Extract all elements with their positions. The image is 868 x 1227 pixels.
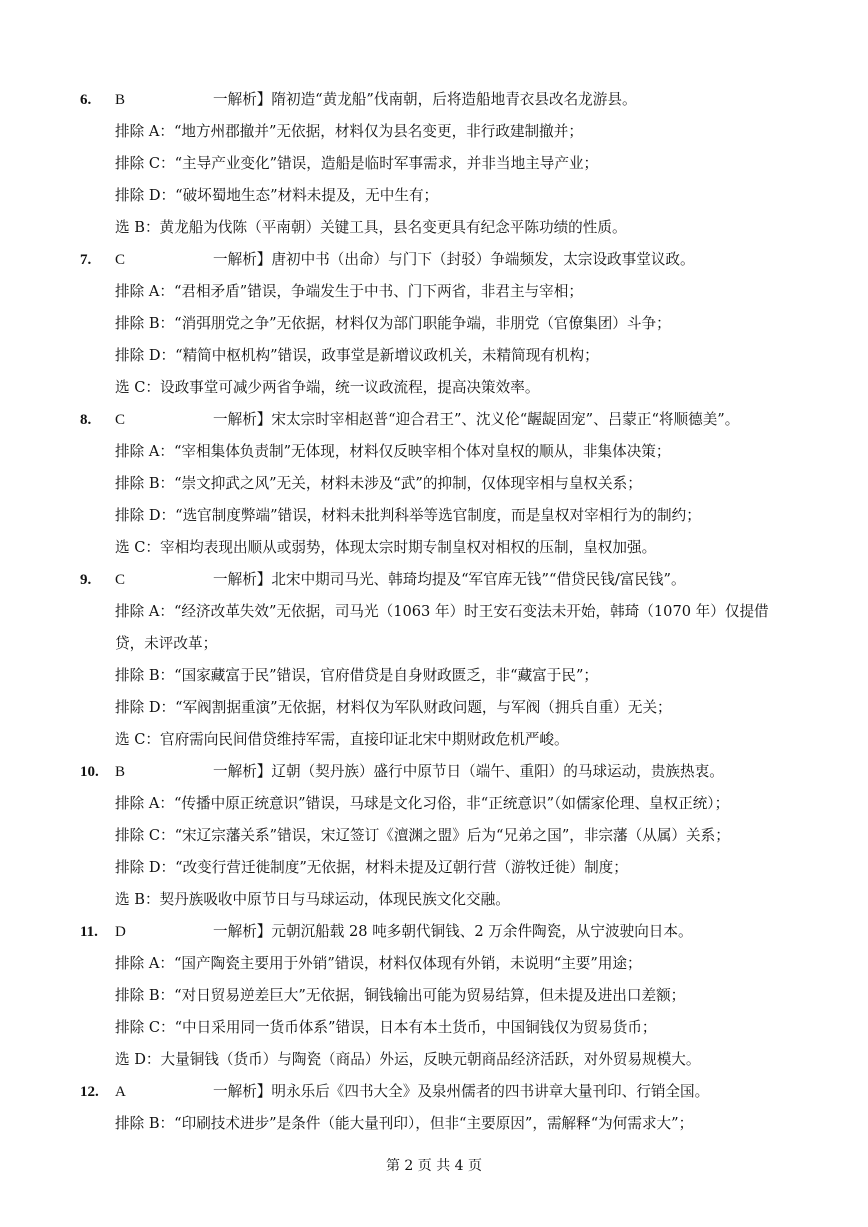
analysis-line: 选 C：宰相均表现出顺从或弱势，体现太宗时期专制皇权对相权的压制，皇权加强。 — [115, 539, 657, 556]
analysis-line: 排除 B：“国家藏富于民”错误，官府借贷是自身财政匮乏，非“藏富于民”； — [115, 667, 599, 684]
analysis-line: 排除 C：“主导产业变化”错误，造船是临时军事需求，并非当地主导产业； — [115, 155, 599, 172]
analysis-summary: 一解析】宋太宗时宰相赵普“迎合君王”、沈义伦“龌龊固宠”、吕蒙正“将顺德美”。 — [213, 411, 740, 428]
analysis-line: 排除 A：“君相矛盾”错误，争端发生于中书、门下两省，非君主与宰相； — [115, 283, 583, 300]
answer-choice: A — [115, 1084, 126, 1100]
question-block — [0, 244, 868, 404]
answer-choice: D — [115, 924, 126, 940]
analysis-line: 排除 D：“军阀割据重演”无依据，材料仅为军队财政问题，与军阀（拥兵自重）无关； — [115, 699, 672, 716]
analysis-line: 排除 B：“消弭朋党之争”无依据，材料仅为部门职能争端，非朋党（官僚集团）斗争； — [115, 315, 671, 332]
analysis-line: 选 C：设政事堂可减少两省争端，统一议政流程，提高决策效率。 — [115, 379, 540, 396]
question-block — [0, 84, 868, 244]
analysis-line: 选 C：官府需向民间借贷维持军需，直接印证北宋中期财政危机严峻。 — [115, 731, 569, 748]
analysis-summary: 一解析】元朝沉船载 28 吨多朝代铜钱、2 万余件陶瓷，从宁波驶向日本。 — [213, 923, 693, 940]
analysis-summary: 一解析】北宋中期司马光、韩琦均提及“军官库无钱”“借贷民钱/富民钱”。 — [213, 571, 686, 588]
question-header — [0, 84, 868, 116]
question-header — [0, 564, 868, 596]
analysis-line: 选 D：大量铜钱（货币）与陶瓷（商品）外运，反映元朝商品经济活跃，对外贸易规模大。 — [115, 1051, 701, 1068]
answer-analysis-list — [0, 84, 868, 1140]
question-number: 11. — [80, 924, 98, 940]
analysis-line: 选 B：契丹族吸收中原节日与马球运动，体现民族文化交融。 — [115, 891, 510, 908]
analysis-line: 排除 A：“国产陶瓷主要用于外销”错误，材料仅体现有外销，未说明“主要”用途； — [115, 955, 642, 972]
analysis-summary: 一解析】唐初中书（出命）与门下（封驳）争端频发，太宗设政事堂议政。 — [213, 251, 695, 268]
analysis-line: 排除 A：“传播中原正统意识”错误，马球是文化习俗，非“正统意识”（如儒家伦理、皇权正统）； — [115, 795, 730, 812]
analysis-summary: 一解析】辽朝（契丹族）盛行中原节日（端午、重阳）的马球运动，贵族热衷。 — [213, 763, 724, 780]
question-block — [0, 404, 868, 564]
analysis-line: 排除 C：“中日采用同一货币体系”错误，日本有本土货币，中国铜钱仅为贸易货币； — [115, 1019, 657, 1036]
question-number: 9. — [80, 572, 92, 588]
question-number: 8. — [80, 412, 92, 428]
question-number: 7. — [80, 252, 92, 268]
question-header — [0, 404, 868, 436]
analysis-line: 排除 B：“对日贸易逆差巨大”无依据，铜钱输出可能为贸易结算，但未提及进出口差额； — [115, 987, 686, 1004]
question-block — [0, 1076, 868, 1140]
analysis-line: 排除 D：“精简中枢机构”错误，政事堂是新增议政机关，未精简现有机构； — [115, 347, 599, 364]
analysis-summary: 一解析】明永乐后《四书大全》及泉州儒者的四书讲章大量刊印、行销全国。 — [213, 1083, 710, 1100]
analysis-line: 排除 B：“印刷技术进步”是条件（能大量刊印），但非“主要原因”，需解释“为何需求大”； — [115, 1115, 694, 1132]
question-number: 12. — [80, 1084, 99, 1100]
question-header — [0, 1076, 868, 1108]
analysis-line: 排除 D：“破坏蜀地生态”材料未提及，无中生有； — [115, 187, 439, 204]
analysis-line: 排除 B：“崇文抑武之风”无关，材料未涉及“武”的抑制，仅体现宰相与皇权关系； — [115, 475, 642, 492]
analysis-summary: 一解析】隋初造“黄龙船”伐南朝，后将造船地青衣县改名龙游县。 — [213, 91, 637, 108]
answer-choice: B — [115, 764, 126, 780]
analysis-line: 排除 A：“地方州郡撤并”无依据，材料仅为县名变更，非行政建制撤并； — [115, 123, 583, 140]
question-block — [0, 756, 868, 916]
question-block — [0, 916, 868, 1076]
answer-choice: C — [115, 252, 126, 268]
question-block — [0, 564, 868, 756]
analysis-line: 排除 D：“选官制度弊端”错误，材料未批判科举等选官制度，而是皇权对宰相行为的制约； — [115, 507, 701, 524]
question-header — [0, 916, 868, 948]
question-number: 6. — [80, 92, 92, 108]
analysis-line: 排除 A：“宰相集体负责制”无体现，材料仅反映宰相个体对皇权的顺从，非集体决策； — [115, 443, 671, 460]
question-number: 10. — [80, 764, 99, 780]
analysis-line: 排除 D：“改变行营迁徙制度”无依据，材料未提及辽朝行营（游牧迁徙）制度； — [115, 859, 628, 876]
analysis-line: 选 B：黄龙船为伐陈（平南朝）关键工具，县名变更具有纪念平陈功绩的性质。 — [115, 219, 627, 236]
question-header — [0, 756, 868, 788]
answer-choice: C — [115, 412, 126, 428]
answer-choice: B — [115, 92, 126, 108]
analysis-line: 排除 C：“宋辽宗藩关系”错误，宋辽签订《澶渊之盟》后为“兄弟之国”，非宗藩（从属）关系； — [115, 827, 730, 844]
page-footer: 第 2 页 共 4 页 — [385, 1158, 483, 1174]
answer-choice: C — [115, 572, 126, 588]
analysis-line: 排除 A：“经济改革失效”无依据，司马光（1063 年）时王安石变法未开始，韩琦（1070 年）仅提借 — [115, 603, 769, 620]
analysis-line: 贷，未评改革； — [115, 635, 218, 652]
question-header — [0, 244, 868, 276]
